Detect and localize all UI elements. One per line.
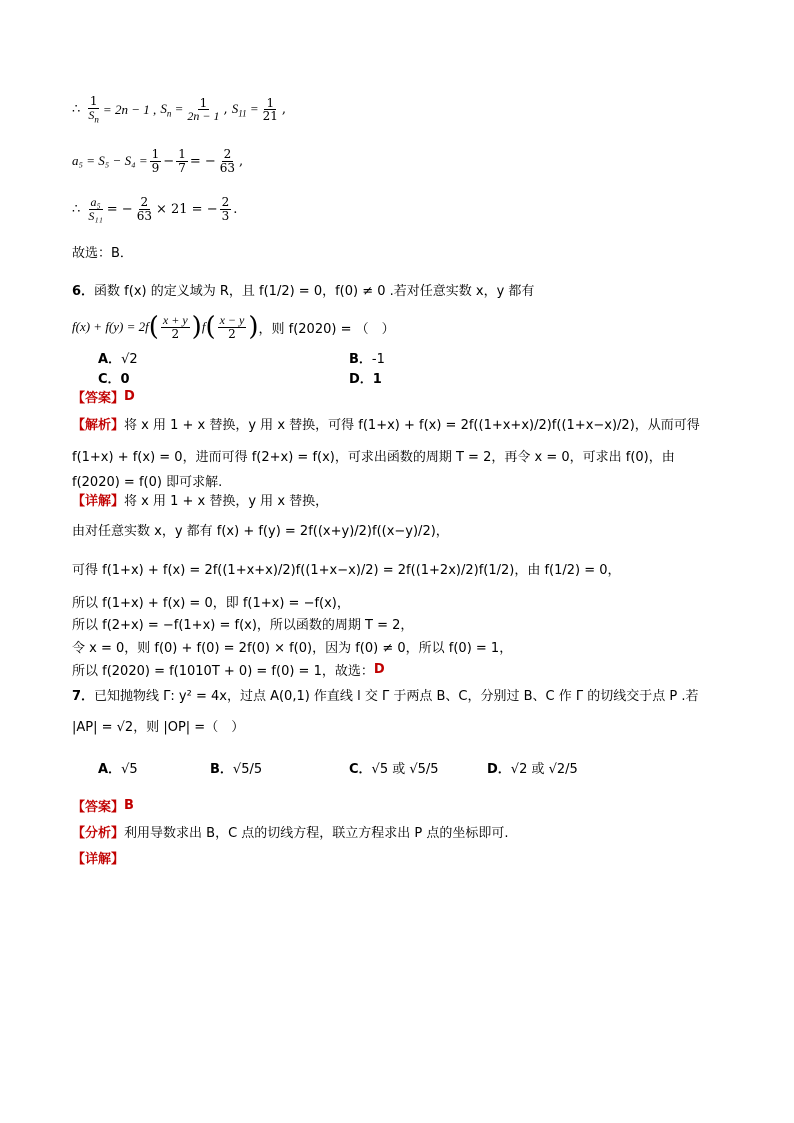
detail-text: 所以 f(2020) = f(1010T + 0) = f(0) = 1，故选：	[72, 664, 374, 679]
fraction: $\frac{1}{2n - 1}$	[187, 95, 220, 124]
q6-analysis-line2: f(1+x) + f(x) = 0，进而可得 f(2+x) = f(x)，可求出函数的周期 T = 2，再令 x = 0，可求出 f(0)，由	[72, 450, 675, 465]
q6-detail-line3: 可得 f(1+x) + f(x) = 2f((1+x+x)/2)f((1+x−x)/2) = 2f((1+2x)/2)f(1/2)，由 f(1/2) = 0，	[72, 563, 621, 578]
q7-stem-line2: |AP| = √2，则 |OP| =（ ）	[72, 720, 245, 735]
detail-tag: 【详解】	[72, 852, 125, 867]
fraction: $\frac{2}{63}$	[219, 147, 236, 175]
answer-tag: 【答案】	[72, 391, 125, 406]
q6-detail-line1	[72, 490, 328, 509]
equation-text: = 2n − 1 ,	[102, 101, 157, 117]
q7-answer	[72, 796, 134, 815]
therefore-symbol: ∴	[72, 102, 81, 118]
q6-analysis-line1	[72, 414, 700, 433]
q6-answer	[72, 387, 135, 406]
fraction: $\frac{2}{3}$	[221, 195, 230, 223]
question-number: 6．	[72, 284, 95, 299]
q6-option-c: C．0	[98, 372, 130, 387]
q6-detail-line5: 所以 f(2+x) = −f(1+x) = f(x)，所以函数的周期 T = 2，	[72, 618, 414, 633]
q6-detail-line7	[72, 660, 385, 679]
fraction: $\frac{\text{a₅}}{\text{S₁₁}}$	[88, 195, 103, 223]
analysis-text: 利用导数求出 B，C 点的切线方程，联立方程求出 P 点的坐标即可.	[124, 826, 509, 841]
question-text: 函数 f(x) 的定义域为 R，且 f(1/2) = 0，f(0) ≠ 0 .若对任意实数 x，y 都有	[94, 284, 535, 299]
q7-detail	[72, 848, 124, 867]
question-text: 已知抛物线 Γ: y² = 4x，过点 A(0,1) 作直线 l 交 Γ 于两点 B、C，分别过 B、C 作 Γ 的切线交于点 P .若	[94, 689, 699, 704]
fraction: $\frac{1}{7}$	[178, 147, 186, 175]
q7-stem-line1	[72, 685, 698, 704]
fraction: $\frac{2}{63}$	[136, 195, 152, 223]
prev-line-3: ∴ $\frac{\text{a₅}}{\text{S₁₁}}$ = − $\frac{2}{63}$ × 21 = − $\frac{2}{3}$ .	[72, 195, 238, 223]
therefore-symbol: ∴	[72, 201, 81, 217]
prev-line-1: ∴ $\frac{1}{S_n}$ = 2n − 1 , $S_n$ = $\frac{1}{2n - 1}$ , $S_{11}$ = $\frac{1}{21}$ ,	[72, 94, 287, 124]
q6-detail-line6: 令 x = 0，则 f(0) + f(0) = 2f(0) × f(0)，因为 f(0) ≠ 0，所以 f(0) = 1，	[72, 641, 513, 656]
q6-option-a: A．√2	[98, 352, 138, 367]
q6-detail-line4: 所以 f(1+x) + f(x) = 0，即 f(1+x) = −f(x)，	[72, 596, 350, 611]
q7-option-a: A．√5	[98, 762, 138, 777]
q7-option-c: C．√5 或 √5/5	[349, 762, 439, 777]
detail-text: 将 x 用 1 + x 替换，y 用 x 替换，	[124, 494, 329, 509]
q6-detail-line2: 由对任意实数 x，y 都有 f(x) + f(y) = 2f((x+y)/2)f((x−y)/2)，	[72, 524, 449, 539]
q6-option-d: D．1	[349, 372, 382, 387]
answer-value: D	[373, 662, 385, 677]
analysis-text: 将 x 用 1 + x 替换，y 用 x 替换，可得 f(1+x) + f(x) = 2f((1+x+x)/2)f((1+x−x)/2)，从而可得	[124, 418, 700, 433]
q6-stem-line2: f(x) + f(y) = 2f ( $\frac{x + y}{2}$ ) f ( $\frac{x - y}{2}$ ) ，则 f(2020) = （ ）	[72, 312, 395, 343]
fraction: $\frac{1}{9}$	[151, 147, 160, 175]
q6-stem-line1	[72, 280, 534, 299]
q6-option-b: B．-1	[349, 352, 385, 367]
fraction: $\frac{1}{S_n}$	[88, 94, 99, 124]
equation-text: a₅ = S₅ − S₄ =	[72, 153, 148, 169]
answer-value: B	[124, 798, 134, 813]
q7-option-d: D．√2 或 √2/5	[487, 762, 578, 777]
prev-line-2: a₅ = S₅ − S₄ = $\frac{1}{9}$ − $\frac{1}{7}$ = − $\frac{2}{63}$ ,	[72, 147, 244, 175]
question-number: 7．	[72, 689, 95, 704]
question-text: ，则 f(2020) = （ ）	[258, 321, 395, 337]
q7-analysis	[72, 822, 509, 841]
answer-tag: 【答案】	[72, 800, 125, 815]
equation-text: × 21 = −	[155, 201, 218, 217]
answer-value: D	[124, 389, 135, 404]
detail-tag: 【详解】	[72, 494, 125, 509]
analysis-tag: 【分析】	[72, 826, 125, 841]
fraction: $\frac{1}{21}$	[262, 95, 278, 124]
q7-option-b: B．√5/5	[210, 762, 263, 777]
prev-choose: 故选：B．	[72, 246, 133, 261]
analysis-tag: 【解析】	[72, 418, 125, 433]
q6-analysis-line3: f(2020) = f(0) 即可求解.	[72, 475, 223, 490]
